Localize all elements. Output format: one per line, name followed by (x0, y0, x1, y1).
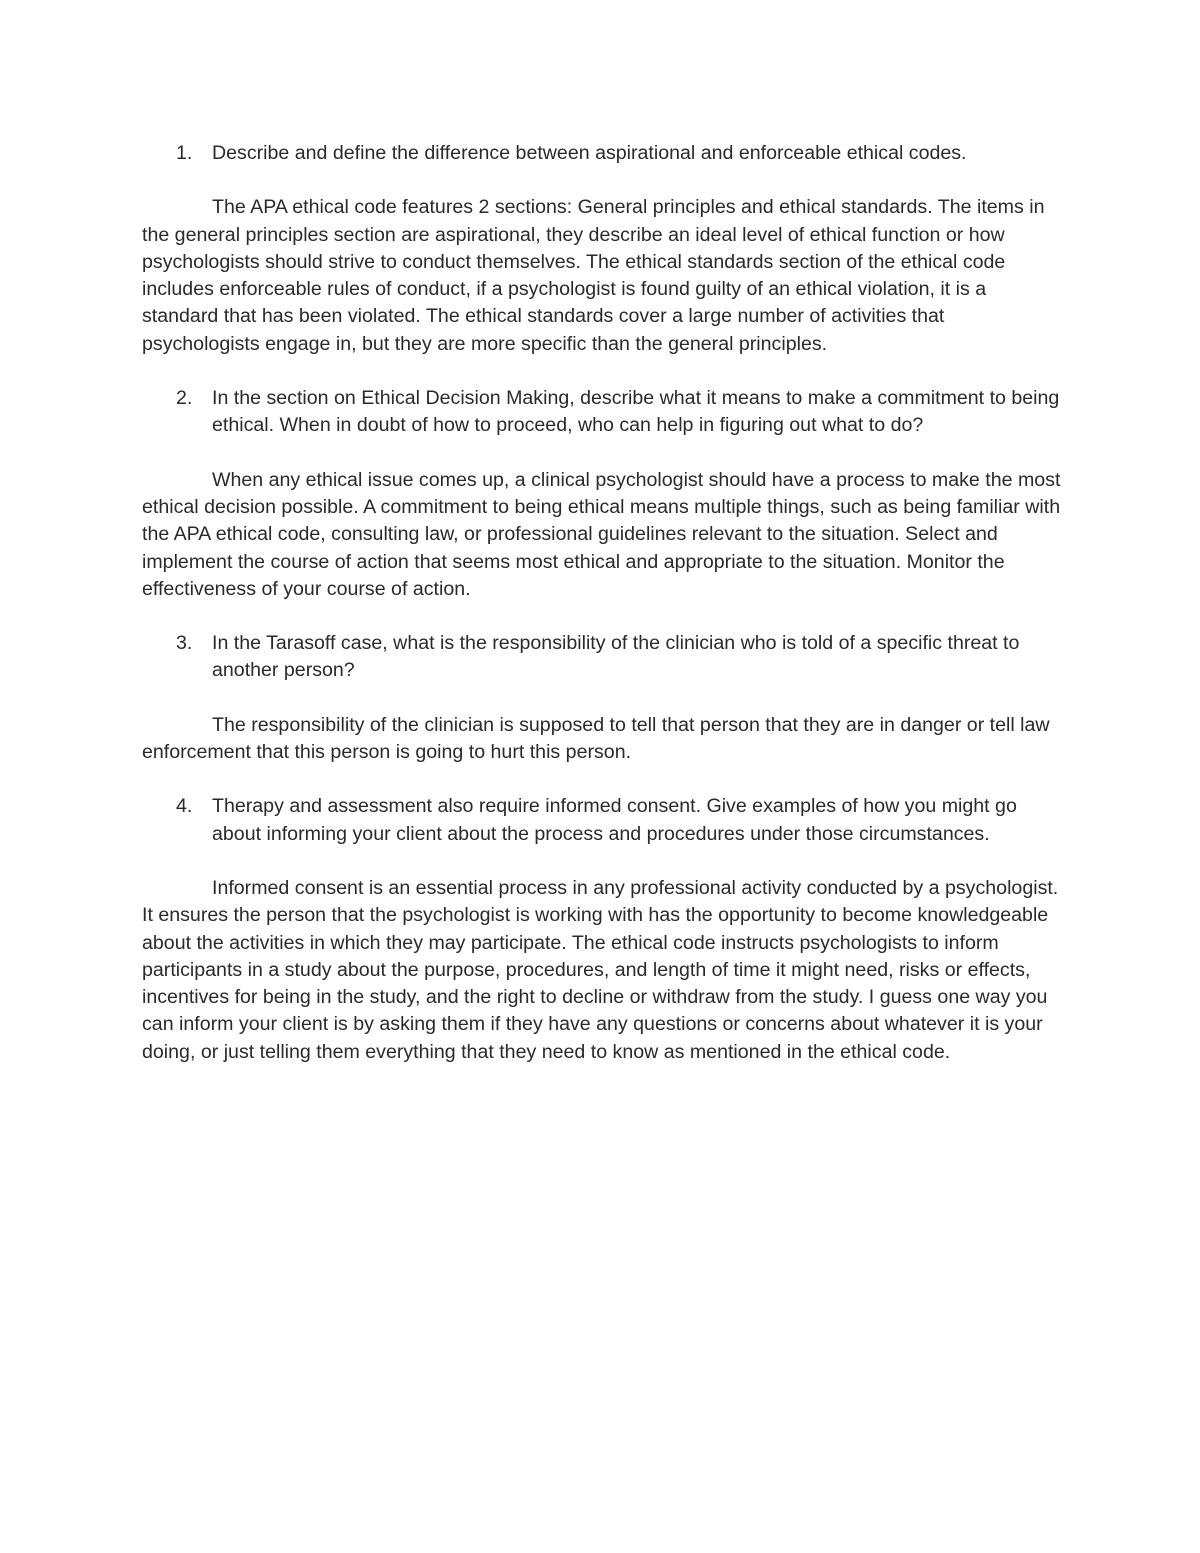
question-3 (142, 630, 1062, 685)
question-4-text: Therapy and assessment also require informed consent. Give examples of how you might go about informing your client about the process and procedures under those circumstances. (212, 795, 1017, 845)
question-2-number: 2. (176, 387, 193, 410)
question-1-text: Describe and define the difference between aspirational and enforceable ethical codes. (212, 142, 967, 164)
question-2-text: In the section on Ethical Decision Making, describe what it means to make a commitment to being ethical. When in doubt of how to proceed, who can help in figuring out what to do? (212, 387, 1060, 437)
question-2 (142, 385, 1062, 440)
answer-3: The responsibility of the clinician is supposed to tell that person that they are in danger or tell law enforcement that this person is going to hurt this person. (142, 713, 1050, 764)
answer-4: Informed consent is an essential process in any professional activity conducted by a psychologist. It ensures the person that the psychologist is working with has the opportunity to become knowledgeable about the activities in which they may participate. The ethical code instructs psychologists to inform participants in a study about the purpose, procedures, and length of time it might need, risks or effects, incentives for being in the study, and the right to decline or withdraw from the study. I guess one way you can inform your client is by asking them if they have any questions or concerns about whatever it is your doing, or just telling them everything that they need to know as mentioned in the ethical code. (142, 876, 1059, 1063)
answer-2: When any ethical issue comes up, a clinical psychologist should have a process to make the most ethical decision possible. A commitment to being ethical means multiple things, such as being familiar with the APA ethical code, consulting law, or professional guidelines relevant to the situation. Select and implement the course of action that seems most ethical and appropriate to the situation. Monitor the effectiveness of your course of action. (142, 468, 1061, 600)
question-1 (142, 140, 1062, 167)
question-1-number: 1. (176, 142, 193, 164)
answer-1: The APA ethical code features 2 sections: General principles and ethical standards. The items in the general principles section are aspirational, they describe an ideal level of ethical function or how psychologists should strive to conduct themselves. The ethical standards section of the ethical code includes enforceable rules of conduct, if a psychologist is found guilty of an ethical violation, it is a standard that has been violated. The ethical standards cover a large number of activities that psychologists engage in, but they are more specific than the general principles. (142, 196, 1045, 355)
question-3-number: 3. (176, 632, 193, 655)
question-4-number: 4. (176, 795, 193, 818)
question-3-text: In the Tarasoff case, what is the responsibility of the clinician who is told of a specific threat to another person? (212, 632, 1020, 682)
question-4 (142, 793, 1062, 848)
document-page (142, 140, 1062, 1093)
